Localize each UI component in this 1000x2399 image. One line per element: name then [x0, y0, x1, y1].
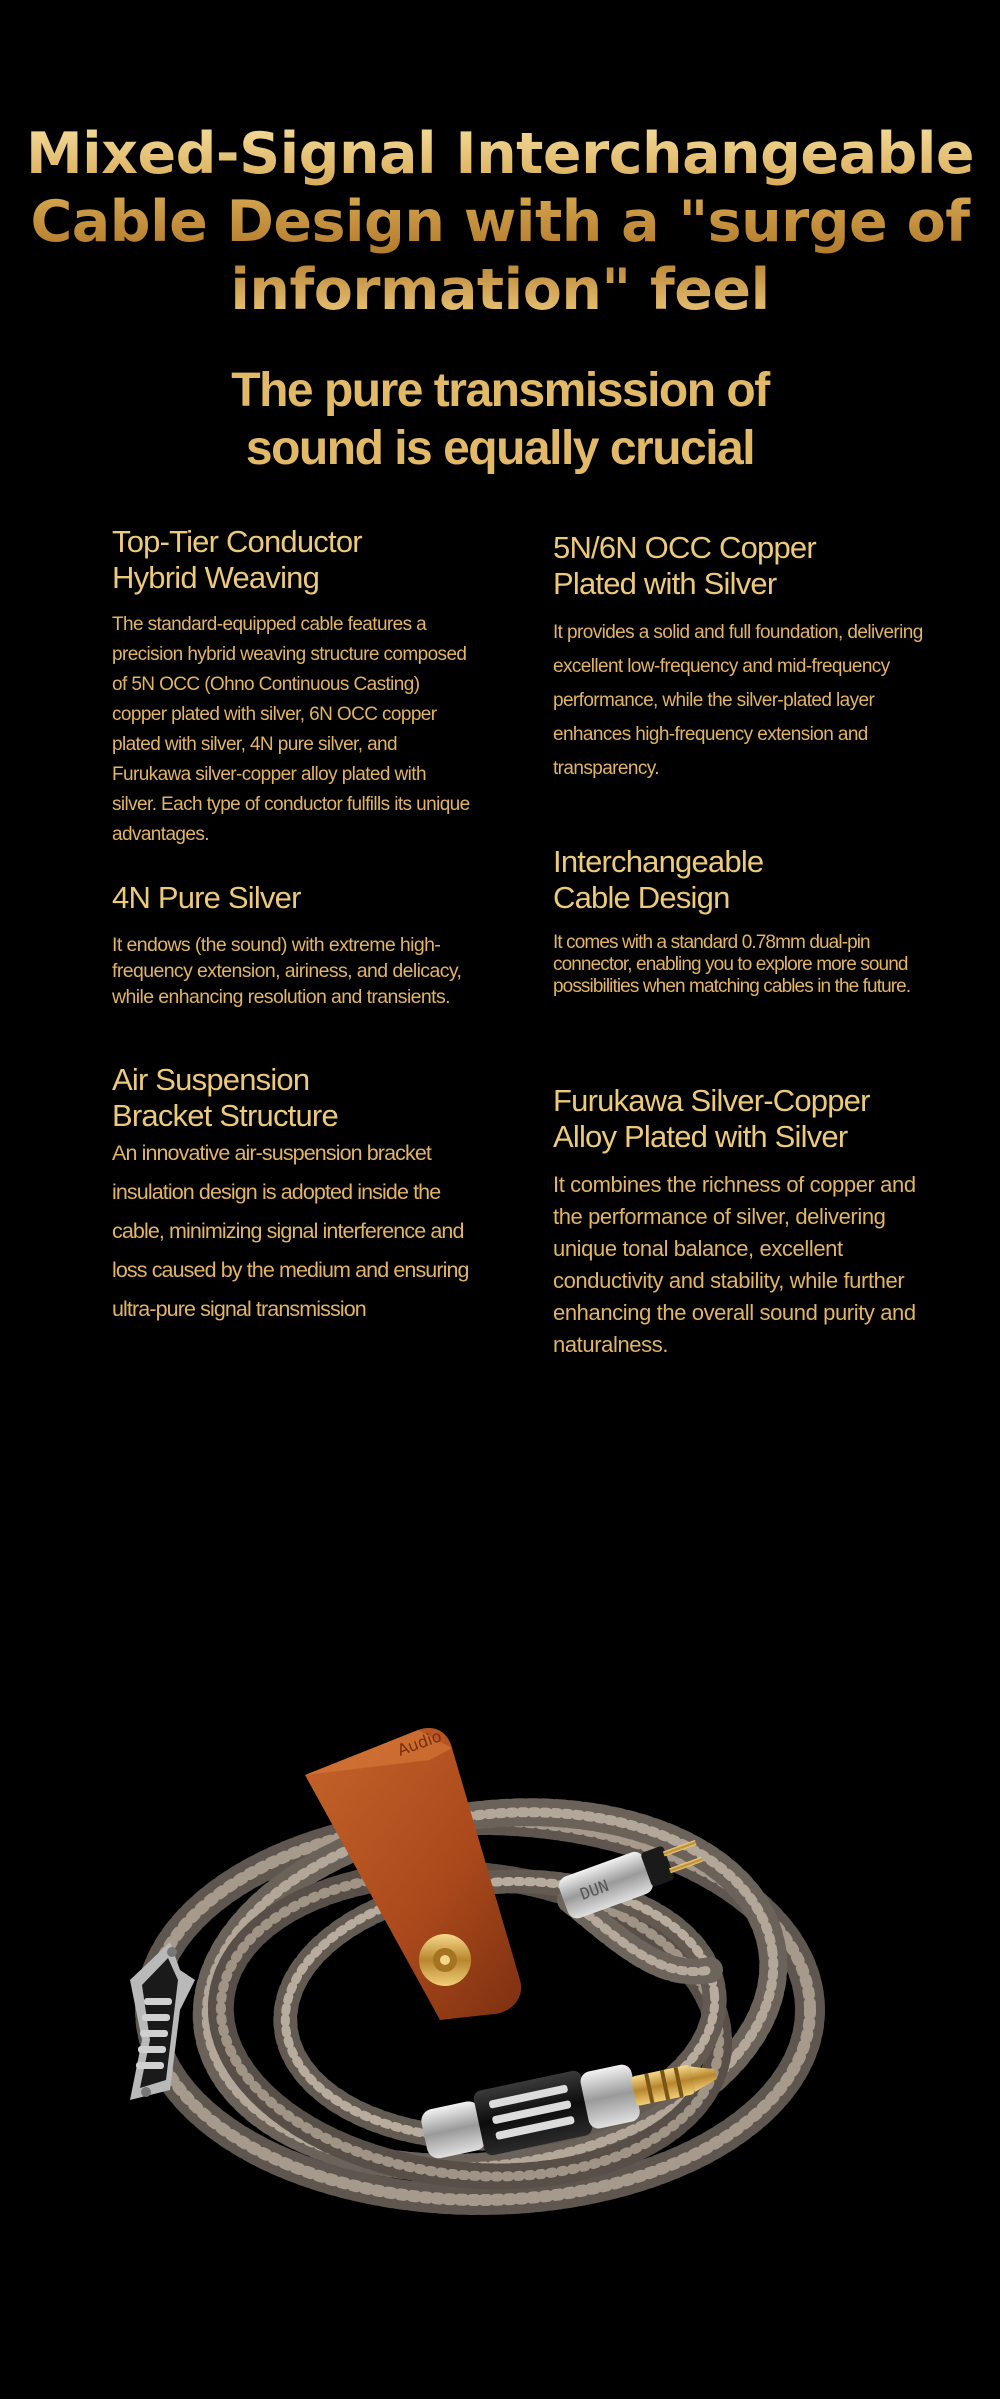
feature-body: The standard-equipped cable features a precision hybrid weaving structure composed of 5N OCC (Ohno Continuous Casting) copper plated with silver, 6N OCC copper plated with silver, 4N pure silver, and Furukawa silver-copper alloy plated with silver. Each type of conductor fulfills its unique advantages.	[112, 614, 470, 845]
title-line: Cable Design with a "surge of	[30, 189, 970, 255]
feature-air-suspension	[112, 1062, 472, 1329]
feature-heading-line: 5N/6N OCC Copper	[553, 530, 816, 565]
feature-heading	[553, 530, 923, 602]
feature-heading-line: Bracket Structure	[112, 1098, 338, 1133]
feature-heading	[112, 880, 472, 916]
feature-body: It endows (the sound) with extreme high-frequency extension, airiness, and delicacy, while enhancing resolution and transients.	[112, 934, 462, 1008]
feature-heading-line: Furukawa Silver-Copper	[553, 1083, 870, 1118]
feature-heading-line: Air Suspension	[112, 1062, 310, 1097]
leather-strap	[305, 1726, 521, 2020]
title-line: Mixed-Signal Interchangeable	[25, 121, 975, 187]
page-subtitle	[0, 362, 1000, 478]
feature-heading	[553, 1083, 923, 1155]
feature-body: It combines the richness of copper and the performance of silver, delivering unique tonal balance, excellent conductivity and stability, while further enhancing the overall sound purity and naturalness.	[553, 1172, 916, 1357]
feature-body: An innovative air-suspension bracket insulation design is adopted inside the cable, minimizing signal interference and loss caused by the medium and ensuring ultra-pure signal transmission	[112, 1141, 469, 1321]
feature-top-tier-conductor	[112, 524, 472, 850]
feature-heading	[112, 524, 472, 596]
feature-heading	[553, 844, 923, 916]
feature-heading-line: Hybrid Weaving	[112, 560, 320, 595]
subtitle-line: The pure transmission of	[231, 364, 769, 417]
feature-heading-line: Interchangeable	[553, 844, 764, 879]
feature-interchangeable-cable	[553, 844, 923, 998]
feature-body: It provides a solid and full foundation, delivering excellent low-frequency and mid-frequency performance, while the silver-plated layer enhances high-frequency extension and transparency.	[553, 622, 923, 779]
feature-occ-copper	[553, 530, 923, 786]
page-title	[0, 120, 1000, 324]
subtitle-line: sound is equally crucial	[245, 422, 755, 475]
feature-heading	[112, 1062, 472, 1134]
feature-furukawa-alloy	[553, 1083, 923, 1361]
strap-logo-text: Audio	[394, 1726, 445, 1760]
feature-heading-line: 4N Pure Silver	[112, 880, 301, 915]
feature-pure-silver	[112, 880, 472, 1010]
feature-heading-line: Top-Tier Conductor	[112, 524, 362, 559]
connector-text: DUN	[577, 1876, 612, 1904]
feature-body: It comes with a standard 0.78mm dual-pin connector, enabling you to explore more sound possibilities when matching cables in the future.	[553, 932, 911, 997]
feature-heading-line: Plated with Silver	[553, 566, 777, 601]
title-line: information" feel	[230, 257, 770, 323]
cable-product-image	[100, 1680, 880, 2240]
feature-heading-line: Cable Design	[553, 880, 730, 915]
feature-heading-line: Alloy Plated with Silver	[553, 1119, 848, 1154]
